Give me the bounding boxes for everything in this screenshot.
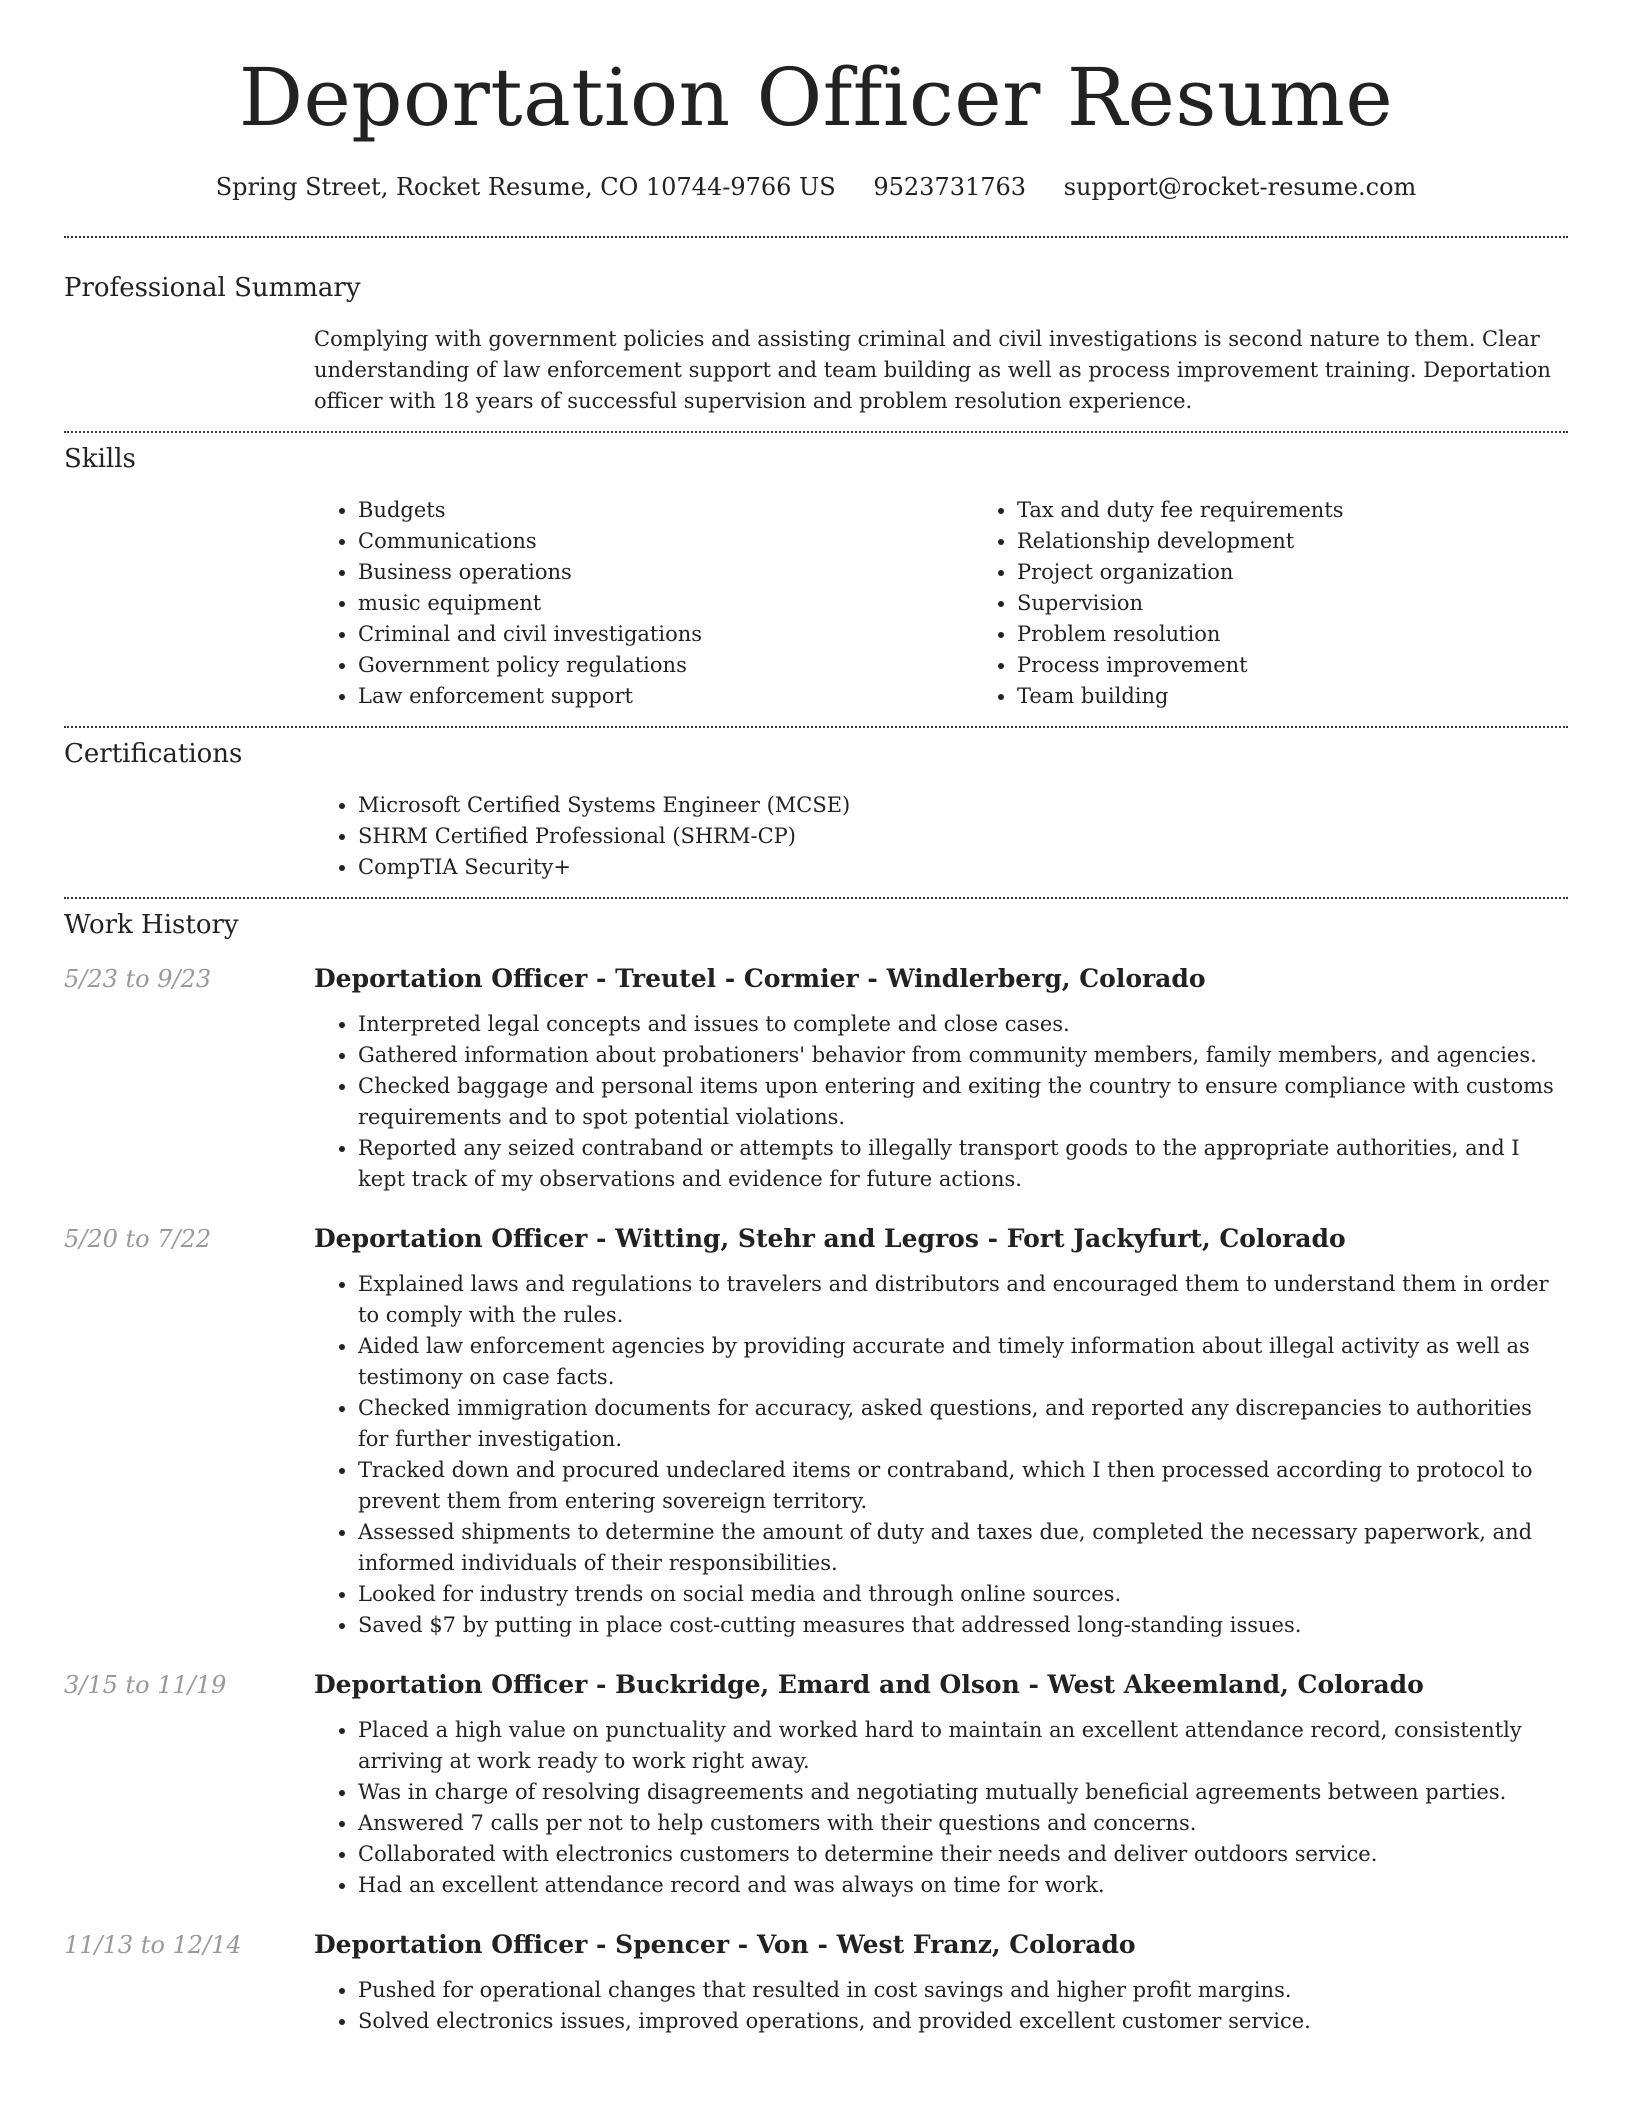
skills-section	[64, 433, 1568, 726]
job-bullet: • Solved electronics issues, improved operations, and provided excellent customer service.	[358, 2006, 1568, 2037]
job-title: Deportation Officer - Spencer - Von - West Franz, Colorado	[314, 1930, 1136, 1959]
contact-address: Spring Street, Rocket Resume, CO 10744-9766 US	[215, 173, 836, 201]
job-bullet: • Assessed shipments to determine the amount of duty and taxes due, completed the necessary paperwork, and informed individuals of their responsibilities.	[358, 1517, 1568, 1579]
job-title: Deportation Officer - Treutel - Cormier - Windlerberg, Colorado	[314, 964, 1206, 993]
job-dates: 5/20 to 7/22	[64, 1225, 212, 1253]
job-entry	[64, 1223, 1568, 1641]
resume-title: Deportation Officer Resume	[238, 51, 1394, 144]
resume-page	[64, 0, 1568, 2037]
contact-email: support@rocket-resume.com	[1063, 173, 1417, 201]
skill-item: • Business operations	[358, 557, 973, 588]
job-dates: 5/23 to 9/23	[64, 965, 212, 993]
job-bullet: • Tracked down and procured undeclared items or contraband, which I then processed according to protocol to prevent them from entering sovereign territory.	[358, 1455, 1568, 1517]
job-bullet: • Answered 7 calls per not to help customers with their questions and concerns.	[358, 1808, 1568, 1839]
job-bullet: • Was in charge of resolving disagreements and negotiating mutually beneficial agreements between parties.	[358, 1777, 1568, 1808]
certifications-heading: Certifications	[64, 739, 243, 769]
skill-item: • Law enforcement support	[358, 681, 973, 712]
skills-list-right	[973, 495, 1632, 712]
skill-item: • Criminal and civil investigations	[358, 619, 973, 650]
certification-item: • Microsoft Certified Systems Engineer (MCSE)	[358, 790, 1568, 821]
job-bullet: • Saved $7 by putting in place cost-cutting measures that addressed long-standing issues.	[358, 1610, 1568, 1641]
job-bullet: • Pushed for operational changes that resulted in cost savings and higher profit margins.	[358, 1975, 1568, 2006]
job-bullet: • Looked for industry trends on social media and through online sources.	[358, 1579, 1568, 1610]
certifications-section	[64, 728, 1568, 897]
contact-line	[64, 172, 1568, 202]
skill-item: • Supervision	[1017, 588, 1632, 619]
certifications-list	[314, 790, 1568, 883]
job-title: Deportation Officer - Buckridge, Emard and Olson - West Akeemland, Colorado	[314, 1670, 1424, 1699]
skill-item: • Project organization	[1017, 557, 1632, 588]
job-bullets	[314, 1009, 1568, 1195]
summary-section	[64, 238, 1568, 431]
job-dates: 11/13 to 12/14	[64, 1931, 242, 1959]
skills-list-left	[314, 495, 973, 712]
summary-text: Complying with government policies and assisting criminal and civil investigations is second nature to them. Clear understanding of law enforcement support and team building as well as process improvement training. Deportation officer with 18 years of successful supervision and problem resolution experience.	[314, 327, 1551, 413]
skill-item: • music equipment	[358, 588, 973, 619]
job-entry	[64, 1669, 1568, 1901]
work-history-section	[64, 899, 1568, 2037]
job-bullet: • Aided law enforcement agencies by providing accurate and timely information about illegal activity as well as testimony on case facts.	[358, 1331, 1568, 1393]
skill-item: • Relationship development	[1017, 526, 1632, 557]
job-bullets	[314, 1975, 1568, 2037]
skill-item: • Team building	[1017, 681, 1632, 712]
job-title: Deportation Officer - Witting, Stehr and Legros - Fort Jackyfurt, Colorado	[314, 1224, 1346, 1253]
job-bullet: • Explained laws and regulations to travelers and distributors and encouraged them to understand them in order to comply with the rules.	[358, 1269, 1568, 1331]
job-bullet: • Had an excellent attendance record and was always on time for work.	[358, 1870, 1568, 1901]
skill-item: • Government policy regulations	[358, 650, 973, 681]
skill-item: • Communications	[358, 526, 973, 557]
certification-item: • CompTIA Security+	[358, 852, 1568, 883]
job-dates: 3/15 to 11/19	[64, 1671, 227, 1699]
job-bullet: • Placed a high value on punctuality and worked hard to maintain an excellent attendance record, consistently arriving at work ready to work right away.	[358, 1715, 1568, 1777]
job-bullet: • Reported any seized contraband or attempts to illegally transport goods to the appropriate authorities, and I kept track of my observations and evidence for future actions.	[358, 1133, 1568, 1195]
job-bullets	[314, 1715, 1568, 1901]
summary-heading: Professional Summary	[64, 273, 361, 303]
job-bullet: • Checked baggage and personal items upon entering and exiting the country to ensure compliance with customs requirements and to spot potential violations.	[358, 1071, 1568, 1133]
job-entry	[64, 1929, 1568, 2037]
skill-item: • Budgets	[358, 495, 973, 526]
skills-heading: Skills	[64, 444, 136, 474]
skill-item: • Process improvement	[1017, 650, 1632, 681]
skill-item: • Tax and duty fee requirements	[1017, 495, 1632, 526]
job-bullet: • Gathered information about probationers' behavior from community members, family members, and agencies.	[358, 1040, 1568, 1071]
job-entry	[64, 963, 1568, 1195]
skill-item: • Problem resolution	[1017, 619, 1632, 650]
job-bullets	[314, 1269, 1568, 1641]
job-bullet: • Collaborated with electronics customers to determine their needs and deliver outdoors service.	[358, 1839, 1568, 1870]
certification-item: • SHRM Certified Professional (SHRM-CP)	[358, 821, 1568, 852]
contact-phone: 9523731763	[873, 173, 1027, 201]
work-history-heading: Work History	[64, 910, 239, 940]
job-bullet: • Checked immigration documents for accuracy, asked questions, and reported any discrepancies to authorities for further investigation.	[358, 1393, 1568, 1455]
job-bullet: • Interpreted legal concepts and issues to complete and close cases.	[358, 1009, 1568, 1040]
